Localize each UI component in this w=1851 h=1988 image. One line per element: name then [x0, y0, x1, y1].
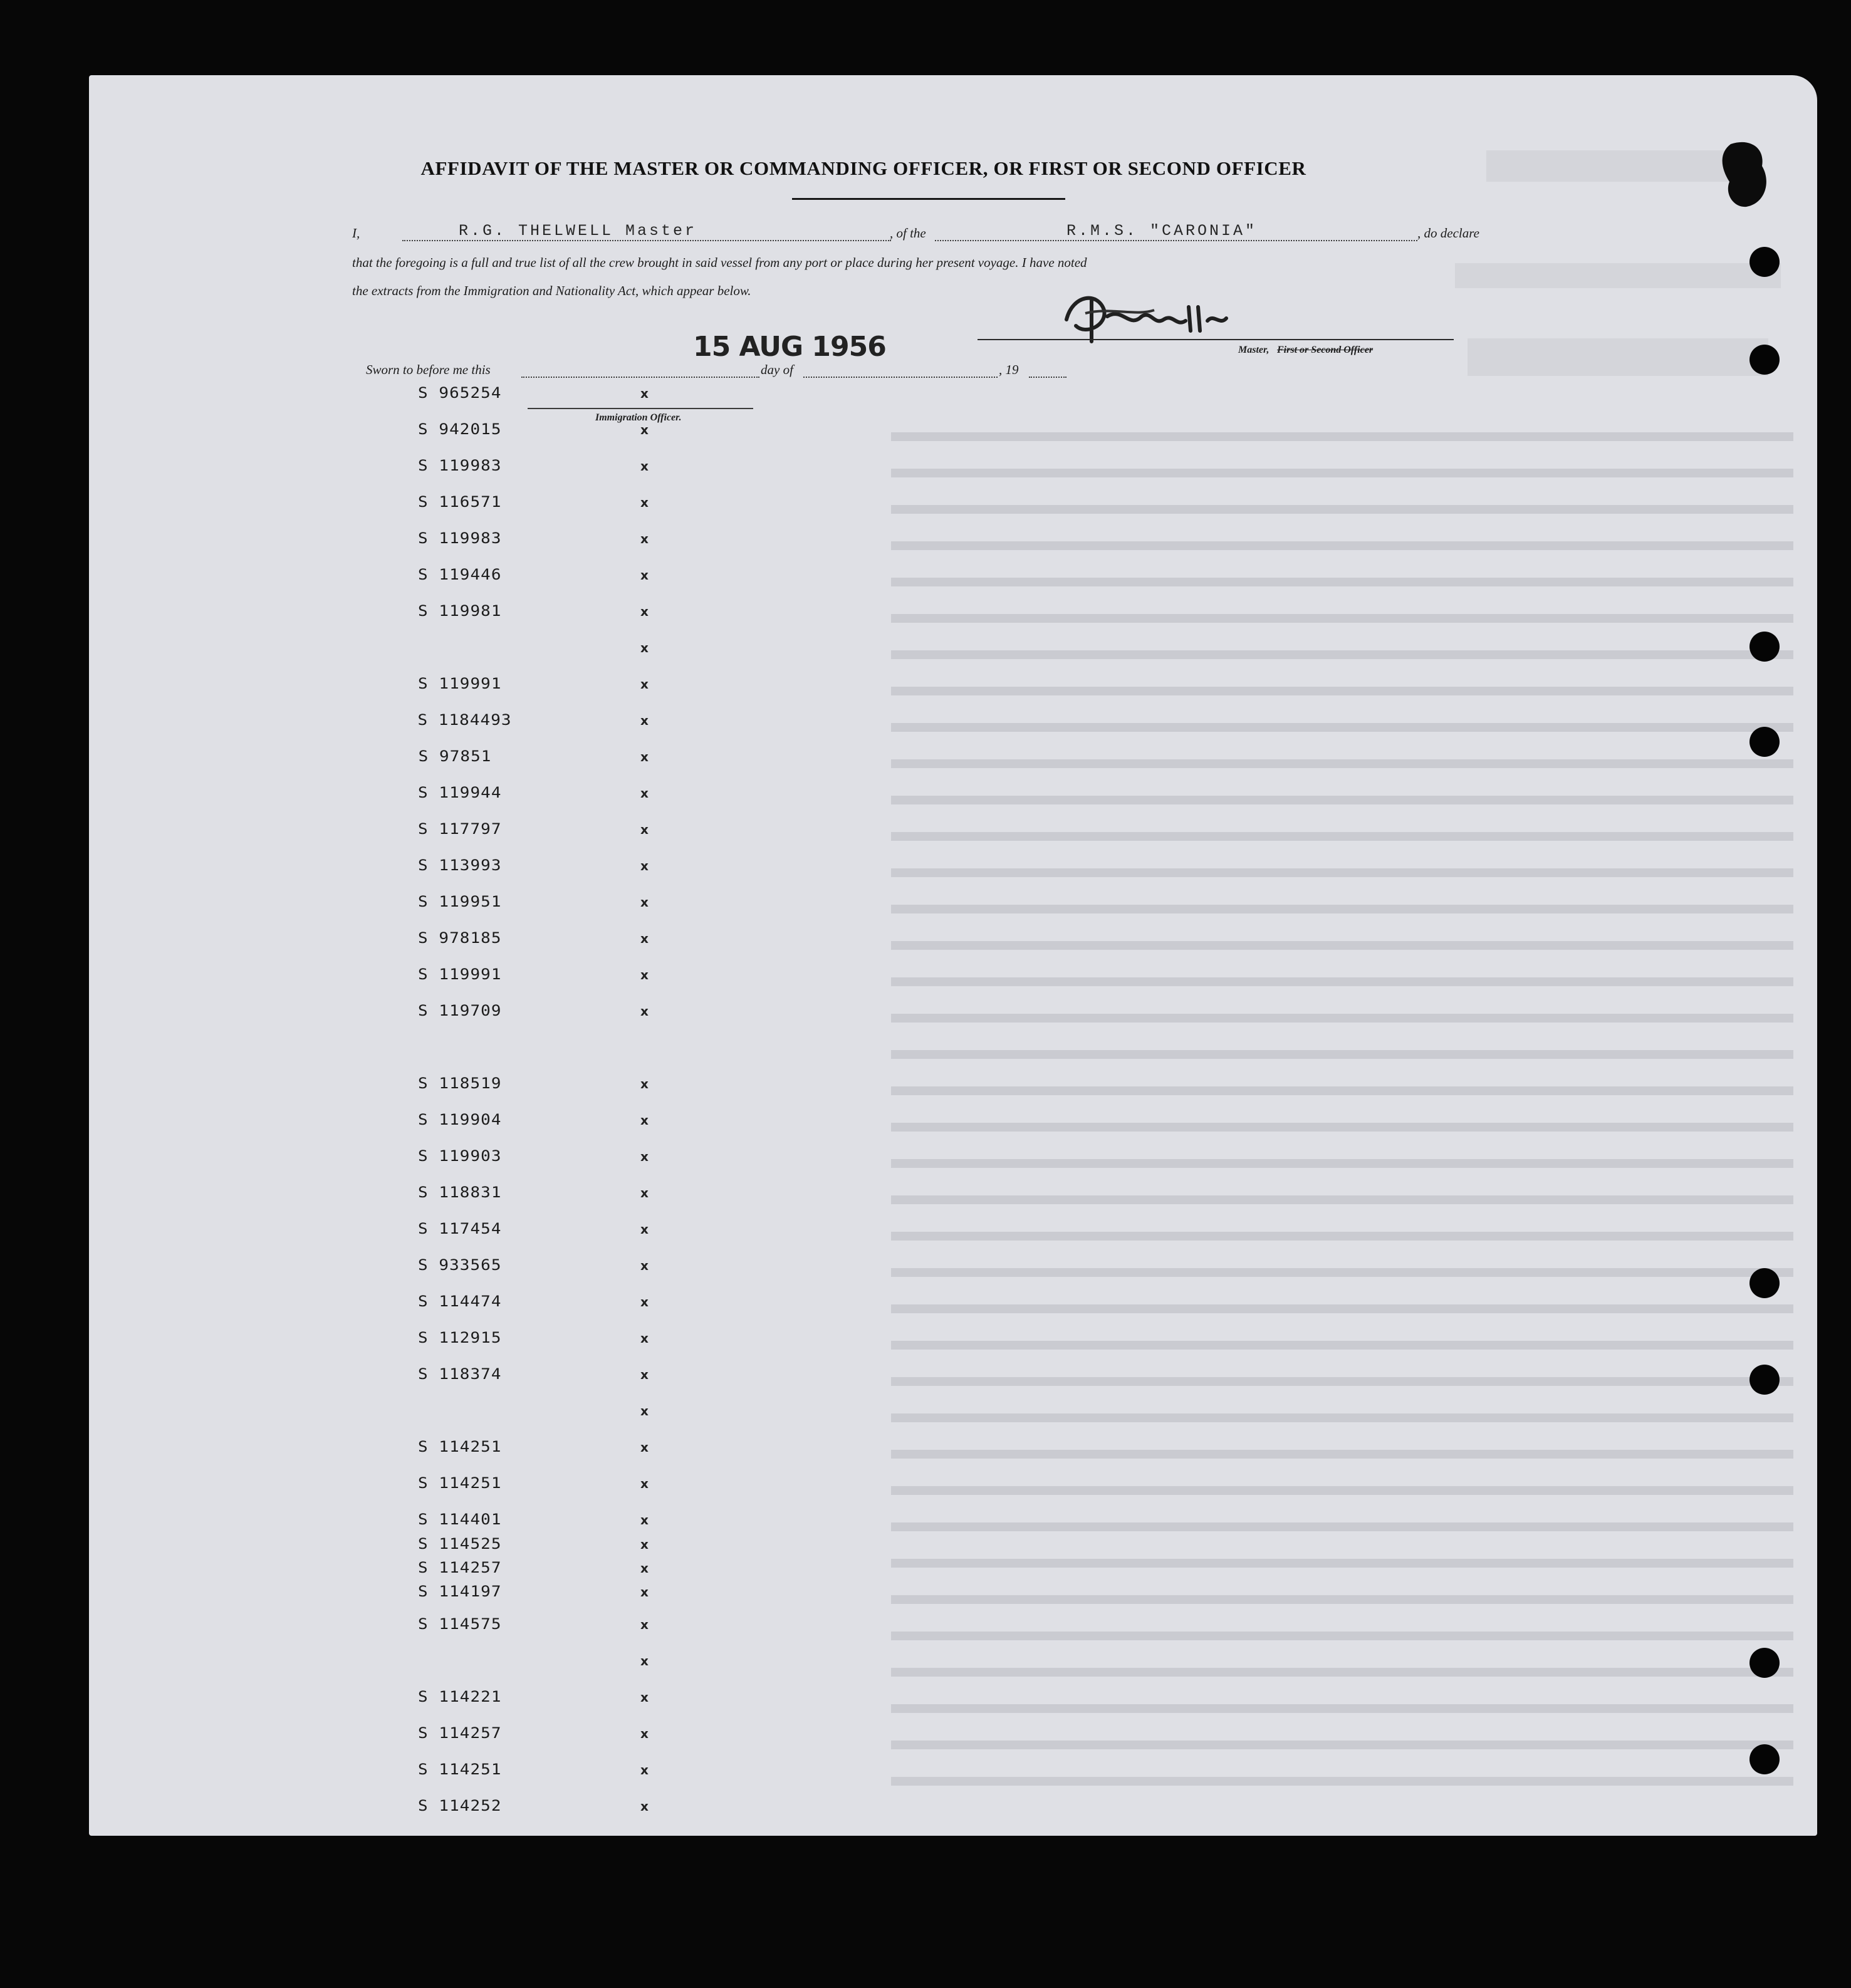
row-mark: x [640, 1476, 649, 1491]
row-mark: x [640, 1004, 649, 1019]
row-mark: x [640, 822, 649, 837]
row-mark: x [640, 786, 649, 801]
stamped-number: S 116571 [418, 493, 502, 511]
row-mark: x [640, 1799, 649, 1814]
punch-hole [1749, 247, 1780, 277]
stamped-number: S 97851 [418, 747, 492, 765]
affidavit-title: AFFIDAVIT OF THE MASTER OR COMMANDING OFFICER, OR FIRST OR SECOND OFFICER [420, 157, 1306, 179]
stamped-number: S 978185 [418, 929, 502, 947]
row-mark: x [640, 568, 649, 583]
do-declare-text: , do declare [1417, 226, 1479, 241]
row-mark: x [640, 967, 649, 982]
row-mark: x [640, 604, 649, 619]
stamped-number: S 113993 [418, 856, 502, 874]
row-mark: x [640, 1149, 649, 1164]
stamped-number: S 118374 [418, 1365, 502, 1383]
row-mark: x [640, 1076, 649, 1091]
signature-line [978, 338, 1454, 340]
stamped-number: S 119944 [418, 784, 502, 801]
row-mark: x [640, 1762, 649, 1777]
stamped-number: S 965254 [418, 384, 502, 402]
declaration-line-2: that the foregoing is a full and true list of all the crew brought in said vessel from any port or place during her present voyage. I have noted [352, 255, 1087, 270]
immigration-officer-line [528, 407, 753, 409]
stamped-number: S 114251 [418, 1474, 502, 1492]
row-mark: x [640, 1440, 649, 1455]
punch-hole [1749, 1268, 1780, 1298]
punch-hole [1749, 345, 1780, 375]
row-mark: x [640, 1690, 649, 1705]
row-mark: x [640, 1585, 649, 1600]
stamped-number: S 114251 [418, 1438, 502, 1455]
row-mark: x [640, 1403, 649, 1418]
first-second-officer-struck: First or Second Officer [1277, 345, 1374, 355]
row-mark: x [640, 1258, 649, 1273]
sworn-text: Sworn to before me this [366, 362, 491, 377]
title-underline [792, 198, 1065, 200]
stamped-number: S 119981 [418, 602, 502, 620]
row-mark: x [640, 1367, 649, 1382]
stamped-number: S 117797 [418, 820, 502, 838]
declaration-line-3: the extracts from the Immigration and Nationality Act, which appear below. [352, 283, 751, 298]
punch-hole [1749, 1365, 1780, 1395]
year-prefix-text: , 19 [999, 362, 1019, 377]
stamped-number: S 119983 [418, 457, 502, 474]
of-the-text: , of the [890, 226, 926, 241]
affidavit-page [89, 75, 1817, 1836]
stamped-number: S 117454 [418, 1220, 502, 1237]
stamped-number: S 114575 [418, 1615, 502, 1633]
row-mark: x [640, 895, 649, 910]
stamped-number: S 119709 [418, 1002, 502, 1019]
row-mark: x [640, 1537, 649, 1552]
stamped-number: S 114401 [418, 1511, 502, 1528]
row-mark: x [640, 1561, 649, 1576]
stamped-number: S 119983 [418, 529, 502, 547]
stamped-number: S 119991 [418, 965, 502, 983]
row-mark: x [640, 858, 649, 873]
row-mark: x [640, 1113, 649, 1128]
master-signature [1048, 282, 1248, 351]
punch-hole [1749, 1744, 1780, 1774]
stamped-number: S 114197 [418, 1583, 502, 1600]
row-mark: x [640, 1331, 649, 1346]
stamped-number: S 119951 [418, 893, 502, 910]
row-mark: x [640, 531, 649, 546]
stamped-number: S 114474 [418, 1293, 502, 1310]
officer-name-handwritten: R.G. THELWELL Master [459, 222, 697, 240]
stamped-number: S 119446 [418, 566, 502, 583]
day-of-text: day of [761, 362, 793, 377]
stamped-number: S 114252 [418, 1797, 502, 1814]
punch-hole [1749, 1648, 1780, 1678]
immigration-officer-label: Immigration Officer. [595, 412, 682, 423]
row-mark: x [640, 1617, 649, 1632]
row-mark: x [640, 713, 649, 728]
row-mark: x [640, 1653, 649, 1668]
row-mark: x [640, 459, 649, 474]
sworn-month-blank [803, 376, 998, 378]
stamped-number: S 118519 [418, 1075, 502, 1092]
row-mark: x [640, 1726, 649, 1741]
row-mark: x [640, 1294, 649, 1309]
stamped-number: S 114251 [418, 1761, 502, 1778]
sworn-day-blank [521, 376, 759, 378]
row-mark: x [640, 495, 649, 510]
sworn-year-blank [1029, 376, 1066, 378]
row-mark: x [640, 1222, 649, 1237]
stamped-number: S 114525 [418, 1535, 502, 1553]
stamped-number: S 118831 [418, 1184, 502, 1201]
stamped-number: S 114257 [418, 1559, 502, 1576]
row-mark: x [640, 1512, 649, 1527]
stamped-number: S 119903 [418, 1147, 502, 1165]
row-mark: x [640, 677, 649, 692]
prefix-i: I, [352, 226, 360, 241]
row-mark: x [640, 749, 649, 764]
punch-hole [1749, 632, 1780, 662]
date-stamp: 15 AUG 1956 [693, 331, 886, 363]
ink-blot [1718, 138, 1775, 213]
stamped-number: S 942015 [418, 420, 502, 438]
row-mark: x [640, 386, 649, 401]
stamped-number: S 119991 [418, 675, 502, 692]
stamped-number: S 114221 [418, 1688, 502, 1705]
stamped-number: S 114257 [418, 1724, 502, 1742]
row-mark: x [640, 422, 649, 437]
punch-hole [1749, 727, 1780, 757]
row-mark: x [640, 640, 649, 655]
stamped-number: S 1184493 [417, 711, 512, 729]
row-mark: x [640, 931, 649, 946]
bleed-through-texture [89, 75, 1817, 1836]
stamped-number: S 119904 [418, 1111, 502, 1128]
row-mark: x [640, 1185, 649, 1200]
vessel-name-handwritten: R.M.S. "CARONIA" [1066, 222, 1258, 240]
stamped-number: S 933565 [418, 1256, 502, 1274]
stamped-number: S 112915 [418, 1329, 502, 1346]
master-label: Master, [1238, 345, 1270, 355]
